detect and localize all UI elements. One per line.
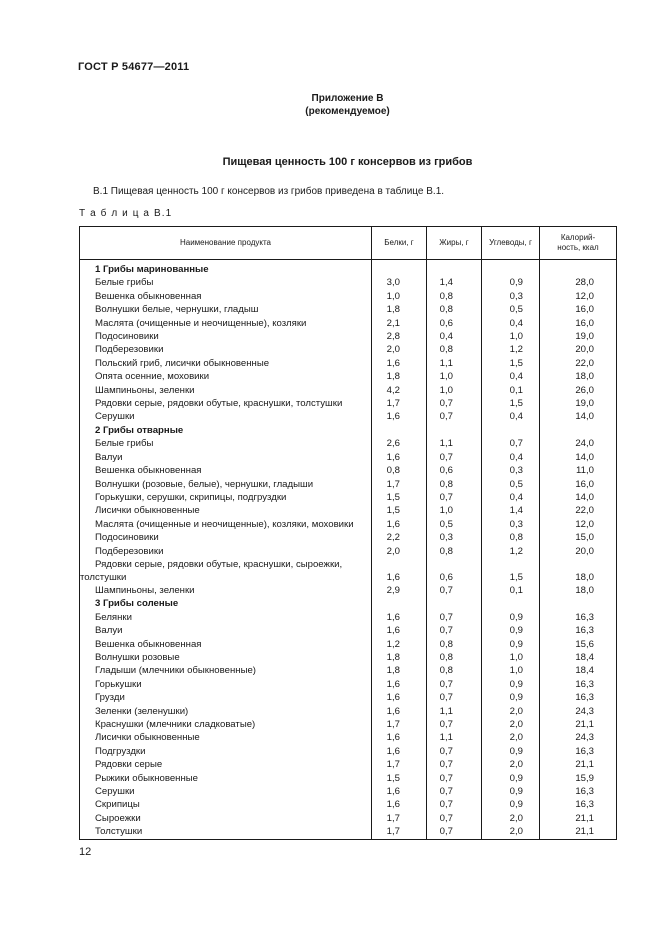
calories-value: 16,0 <box>540 317 617 330</box>
calories-value: 16,3 <box>540 624 617 637</box>
fat-value: 0,7 <box>427 825 482 839</box>
col-header-calories-line1: Калорий- <box>560 233 596 242</box>
table-row <box>80 343 617 356</box>
calories-value: 22,0 <box>540 357 617 370</box>
cell-empty <box>372 597 427 610</box>
calories-value: 21,1 <box>540 825 617 839</box>
fat-value: 0,7 <box>427 584 482 597</box>
product-name: Скрипицы <box>80 798 372 811</box>
protein-value: 1,5 <box>372 504 427 517</box>
product-name: Серушки <box>80 785 372 798</box>
calories-value: 16,3 <box>540 678 617 691</box>
fat-value: 0,8 <box>427 303 482 316</box>
fat-value: 0,7 <box>427 624 482 637</box>
carbs-value: 0,1 <box>482 584 540 597</box>
table-row <box>80 464 617 477</box>
fat-value: 0,7 <box>427 745 482 758</box>
protein-value: 1,6 <box>372 611 427 624</box>
table-row <box>80 758 617 771</box>
product-name: Рядовки серые, рядовки обутые, краснушки, толстушки <box>80 397 372 410</box>
calories-value: 18,0 <box>540 584 617 597</box>
group-title: 3 Грибы соленые <box>80 597 372 610</box>
calories-value: 24,3 <box>540 705 617 718</box>
product-name: Краснушки (млечники сладковатые) <box>80 718 372 731</box>
protein-value: 1,6 <box>372 785 427 798</box>
table-group-row <box>80 424 617 437</box>
calories-value: 19,0 <box>540 330 617 343</box>
table-body <box>80 260 617 840</box>
fat-value: 1,0 <box>427 370 482 383</box>
cell-empty <box>372 424 427 437</box>
table-row <box>80 745 617 758</box>
carbs-value: 0,3 <box>482 464 540 477</box>
col-header-carbs: Углеводы, г <box>482 227 540 260</box>
table-row <box>80 638 617 651</box>
product-name: Подосиновики <box>80 531 372 544</box>
table-row <box>80 718 617 731</box>
carbs-value: 0,1 <box>482 384 540 397</box>
carbs-value: 1,5 <box>482 397 540 410</box>
fat-value: 1,1 <box>427 437 482 450</box>
calories-value: 14,0 <box>540 491 617 504</box>
calories-value: 21,1 <box>540 812 617 825</box>
carbs-value: 2,0 <box>482 731 540 744</box>
fat-value: 0,7 <box>427 785 482 798</box>
appendix-heading <box>0 92 661 118</box>
table-row <box>80 451 617 464</box>
fat-value: 0,7 <box>427 718 482 731</box>
table-row <box>80 678 617 691</box>
product-name: Подгруздки <box>80 745 372 758</box>
product-name: Вешенка обыкновенная <box>80 464 372 477</box>
table-row <box>80 545 617 558</box>
carbs-value: 1,2 <box>482 545 540 558</box>
carbs-value: 0,9 <box>482 772 540 785</box>
product-name: Шампиньоны, зеленки <box>80 584 372 597</box>
carbs-value: 0,9 <box>482 276 540 289</box>
product-name: Белые грибы <box>80 437 372 450</box>
fat-value: 1,1 <box>427 705 482 718</box>
protein-value: 1,5 <box>372 491 427 504</box>
table-row <box>80 330 617 343</box>
product-name: Серушки <box>80 410 372 423</box>
fat-value: 0,8 <box>427 290 482 303</box>
product-name: Толстушки <box>80 825 372 839</box>
table-row <box>80 303 617 316</box>
cell-empty <box>482 597 540 610</box>
protein-value: 3,0 <box>372 276 427 289</box>
calories-value: 28,0 <box>540 276 617 289</box>
cell-empty <box>540 260 617 277</box>
protein-value: 2,0 <box>372 545 427 558</box>
fat-value: 1,1 <box>427 357 482 370</box>
carbs-value: 0,7 <box>482 437 540 450</box>
product-name: Опята осенние, моховики <box>80 370 372 383</box>
table-row <box>80 651 617 664</box>
product-name: Валуи <box>80 451 372 464</box>
standard-number: ГОСТ Р 54677—2011 <box>78 61 190 73</box>
protein-value: 1,7 <box>372 825 427 839</box>
table-row <box>80 584 617 597</box>
table-caption: Т а б л и ц а В.1 <box>79 208 173 219</box>
table-row <box>80 558 617 584</box>
carbs-value: 0,9 <box>482 785 540 798</box>
fat-value: 0,6 <box>427 464 482 477</box>
product-name: Шампиньоны, зеленки <box>80 384 372 397</box>
product-name: Лисички обыкновенные <box>80 504 372 517</box>
protein-value: 1,6 <box>372 745 427 758</box>
fat-value: 0,8 <box>427 664 482 677</box>
protein-value: 1,7 <box>372 758 427 771</box>
fat-value: 0,8 <box>427 545 482 558</box>
calories-value: 16,3 <box>540 611 617 624</box>
carbs-value: 2,0 <box>482 825 540 839</box>
calories-value: 16,3 <box>540 691 617 704</box>
table-row <box>80 798 617 811</box>
table-row <box>80 705 617 718</box>
protein-value: 1,6 <box>372 558 427 584</box>
col-header-protein: Белки, г <box>372 227 427 260</box>
table-row <box>80 478 617 491</box>
carbs-value: 1,4 <box>482 504 540 517</box>
table-group-row <box>80 597 617 610</box>
fat-value: 0,7 <box>427 772 482 785</box>
product-name: Зеленки (зеленушки) <box>80 705 372 718</box>
product-name: Лисички обыкновенные <box>80 731 372 744</box>
protein-value: 2,2 <box>372 531 427 544</box>
table-row <box>80 518 617 531</box>
protein-value: 1,2 <box>372 638 427 651</box>
calories-value: 11,0 <box>540 464 617 477</box>
carbs-value: 2,0 <box>482 718 540 731</box>
protein-value: 1,6 <box>372 705 427 718</box>
product-name: Волнушки розовые <box>80 651 372 664</box>
carbs-value: 0,8 <box>482 531 540 544</box>
product-name-line2: толстушки <box>80 571 127 583</box>
calories-value: 12,0 <box>540 518 617 531</box>
fat-value: 0,8 <box>427 343 482 356</box>
protein-value: 1,6 <box>372 518 427 531</box>
table-row <box>80 785 617 798</box>
protein-value: 1,6 <box>372 357 427 370</box>
calories-value: 26,0 <box>540 384 617 397</box>
carbs-value: 2,0 <box>482 758 540 771</box>
protein-value: 1,6 <box>372 678 427 691</box>
calories-value: 22,0 <box>540 504 617 517</box>
fat-value: 0,4 <box>427 330 482 343</box>
product-name: Подберезовики <box>80 545 372 558</box>
calories-value: 24,3 <box>540 731 617 744</box>
product-name: Маслята (очищенные и неочищенные), козляки, моховики <box>80 518 372 531</box>
col-header-calories-line2: ность, ккал <box>557 243 599 252</box>
product-name-line1: Рядовки серые, рядовки обутые, краснушки, сыроежки, <box>95 558 343 570</box>
table-row <box>80 731 617 744</box>
fat-value: 1,0 <box>427 384 482 397</box>
page-number: 12 <box>79 846 92 858</box>
calories-value: 20,0 <box>540 545 617 558</box>
col-header-fat: Жиры, г <box>427 227 482 260</box>
product-name: Сыроежки <box>80 812 372 825</box>
carbs-value: 0,4 <box>482 491 540 504</box>
protein-value: 2,8 <box>372 330 427 343</box>
carbs-value: 0,9 <box>482 798 540 811</box>
col-header-name: Наименование продукта <box>80 227 372 260</box>
protein-value: 1,5 <box>372 772 427 785</box>
carbs-value: 1,0 <box>482 651 540 664</box>
product-name: Маслята (очищенные и неочищенные), козляки <box>80 317 372 330</box>
calories-value: 14,0 <box>540 451 617 464</box>
table-row <box>80 825 617 839</box>
table-row <box>80 397 617 410</box>
fat-value: 1,1 <box>427 731 482 744</box>
carbs-value: 0,4 <box>482 451 540 464</box>
product-name: Подберезовики <box>80 343 372 356</box>
carbs-value: 2,0 <box>482 705 540 718</box>
fat-value: 0,5 <box>427 518 482 531</box>
fat-value: 1,0 <box>427 504 482 517</box>
nutrition-table <box>79 226 617 840</box>
fat-value: 0,7 <box>427 798 482 811</box>
carbs-value: 0,9 <box>482 638 540 651</box>
table-row <box>80 437 617 450</box>
protein-value: 1,8 <box>372 370 427 383</box>
product-name: Белые грибы <box>80 276 372 289</box>
table-row <box>80 370 617 383</box>
protein-value: 1,6 <box>372 410 427 423</box>
calories-value: 15,0 <box>540 531 617 544</box>
carbs-value: 0,4 <box>482 317 540 330</box>
protein-value: 1,6 <box>372 624 427 637</box>
carbs-value: 1,5 <box>482 357 540 370</box>
protein-value: 1,7 <box>372 718 427 731</box>
table-row <box>80 491 617 504</box>
section-title: Пищевая ценность 100 г консервов из грибов <box>222 156 473 168</box>
carbs-value: 0,3 <box>482 518 540 531</box>
fat-value: 0,7 <box>427 451 482 464</box>
carbs-value: 0,5 <box>482 478 540 491</box>
table-header <box>80 227 617 260</box>
table-row <box>80 812 617 825</box>
fat-value: 0,7 <box>427 410 482 423</box>
calories-value: 19,0 <box>540 397 617 410</box>
calories-value: 16,0 <box>540 478 617 491</box>
fat-value: 0,7 <box>427 812 482 825</box>
fat-value: 0,7 <box>427 691 482 704</box>
carbs-value: 0,9 <box>482 624 540 637</box>
product-name: Грузди <box>80 691 372 704</box>
table-row <box>80 290 617 303</box>
calories-value: 20,0 <box>540 343 617 356</box>
protein-value: 2,0 <box>372 343 427 356</box>
product-name: Рыжики обыкновенные <box>80 772 372 785</box>
carbs-value: 0,9 <box>482 678 540 691</box>
table-row <box>80 772 617 785</box>
calories-value: 18,4 <box>540 651 617 664</box>
calories-value: 18,0 <box>540 370 617 383</box>
appendix-subtitle: (рекомендуемое) <box>305 106 390 117</box>
protein-value: 1,7 <box>372 478 427 491</box>
calories-value: 16,3 <box>540 798 617 811</box>
protein-value: 1,6 <box>372 798 427 811</box>
protein-value: 1,8 <box>372 651 427 664</box>
calories-value: 21,1 <box>540 718 617 731</box>
col-header-calories <box>540 227 617 260</box>
fat-value: 0,7 <box>427 397 482 410</box>
calories-value: 16,0 <box>540 303 617 316</box>
carbs-value: 0,9 <box>482 691 540 704</box>
carbs-value: 2,0 <box>482 812 540 825</box>
protein-value: 2,6 <box>372 437 427 450</box>
product-name: Рядовки серые <box>80 758 372 771</box>
cell-empty <box>372 260 427 277</box>
table-row <box>80 276 617 289</box>
product-name: Подосиновики <box>80 330 372 343</box>
calories-value: 12,0 <box>540 290 617 303</box>
carbs-value: 1,0 <box>482 664 540 677</box>
calories-value: 16,3 <box>540 745 617 758</box>
table-row <box>80 531 617 544</box>
fat-value: 0,7 <box>427 678 482 691</box>
protein-value: 1,6 <box>372 691 427 704</box>
group-title: 1 Грибы маринованные <box>80 260 372 277</box>
carbs-value: 0,4 <box>482 410 540 423</box>
product-name: Волнушки белые, чернушки, гладыш <box>80 303 372 316</box>
product-name: Горькушки <box>80 678 372 691</box>
product-name: Польский гриб, лисички обыкновенные <box>80 357 372 370</box>
table-row <box>80 357 617 370</box>
calories-value: 18,0 <box>540 558 617 584</box>
table-row <box>80 624 617 637</box>
calories-value: 24,0 <box>540 437 617 450</box>
fat-value: 0,7 <box>427 611 482 624</box>
table-row <box>80 410 617 423</box>
cell-empty <box>540 597 617 610</box>
product-name: Гладыши (млечники обыкновенные) <box>80 664 372 677</box>
protein-value: 1,6 <box>372 451 427 464</box>
fat-value: 0,6 <box>427 317 482 330</box>
calories-value: 18,4 <box>540 664 617 677</box>
fat-value: 0,8 <box>427 478 482 491</box>
appendix-title: Приложение В <box>311 93 384 104</box>
protein-value: 4,2 <box>372 384 427 397</box>
protein-value: 2,1 <box>372 317 427 330</box>
product-name: Волнушки (розовые, белые), чернушки, гладыши <box>80 478 372 491</box>
carbs-value: 0,9 <box>482 611 540 624</box>
protein-value: 1,7 <box>372 812 427 825</box>
calories-value: 14,0 <box>540 410 617 423</box>
cell-empty <box>427 260 482 277</box>
carbs-value: 1,5 <box>482 558 540 584</box>
fat-value: 1,4 <box>427 276 482 289</box>
cell-empty <box>482 424 540 437</box>
product-name <box>80 558 372 584</box>
carbs-value: 0,4 <box>482 370 540 383</box>
product-name: Горькушки, серушки, скрипицы, подгруздки <box>80 491 372 504</box>
cell-empty <box>427 424 482 437</box>
table-row <box>80 317 617 330</box>
group-title: 2 Грибы отварные <box>80 424 372 437</box>
calories-value: 21,1 <box>540 758 617 771</box>
protein-value: 1,8 <box>372 303 427 316</box>
fat-value: 0,7 <box>427 758 482 771</box>
protein-value: 2,9 <box>372 584 427 597</box>
table-row <box>80 691 617 704</box>
product-name: Валуи <box>80 624 372 637</box>
calories-value: 15,6 <box>540 638 617 651</box>
protein-value: 0,8 <box>372 464 427 477</box>
product-name: Вешенка обыкновенная <box>80 290 372 303</box>
protein-value: 1,8 <box>372 664 427 677</box>
fat-value: 0,3 <box>427 531 482 544</box>
protein-value: 1,7 <box>372 397 427 410</box>
fat-value: 0,7 <box>427 491 482 504</box>
table-row <box>80 504 617 517</box>
calories-value: 16,3 <box>540 785 617 798</box>
carbs-value: 1,2 <box>482 343 540 356</box>
cell-empty <box>482 260 540 277</box>
product-name: Вешенка обыкновенная <box>80 638 372 651</box>
protein-value: 1,0 <box>372 290 427 303</box>
table-row <box>80 611 617 624</box>
carbs-value: 0,3 <box>482 290 540 303</box>
protein-value: 1,6 <box>372 731 427 744</box>
carbs-value: 0,9 <box>482 745 540 758</box>
table-row <box>80 384 617 397</box>
cell-empty <box>427 597 482 610</box>
carbs-value: 0,5 <box>482 303 540 316</box>
intro-paragraph: В.1 Пищевая ценность 100 г консервов из грибов приведена в таблице В.1. <box>93 186 445 197</box>
product-name: Белянки <box>80 611 372 624</box>
fat-value: 0,8 <box>427 651 482 664</box>
fat-value: 0,6 <box>427 558 482 584</box>
table-row <box>80 664 617 677</box>
fat-value: 0,8 <box>427 638 482 651</box>
table-group-row <box>80 260 617 277</box>
cell-empty <box>540 424 617 437</box>
carbs-value: 1,0 <box>482 330 540 343</box>
calories-value: 15,9 <box>540 772 617 785</box>
